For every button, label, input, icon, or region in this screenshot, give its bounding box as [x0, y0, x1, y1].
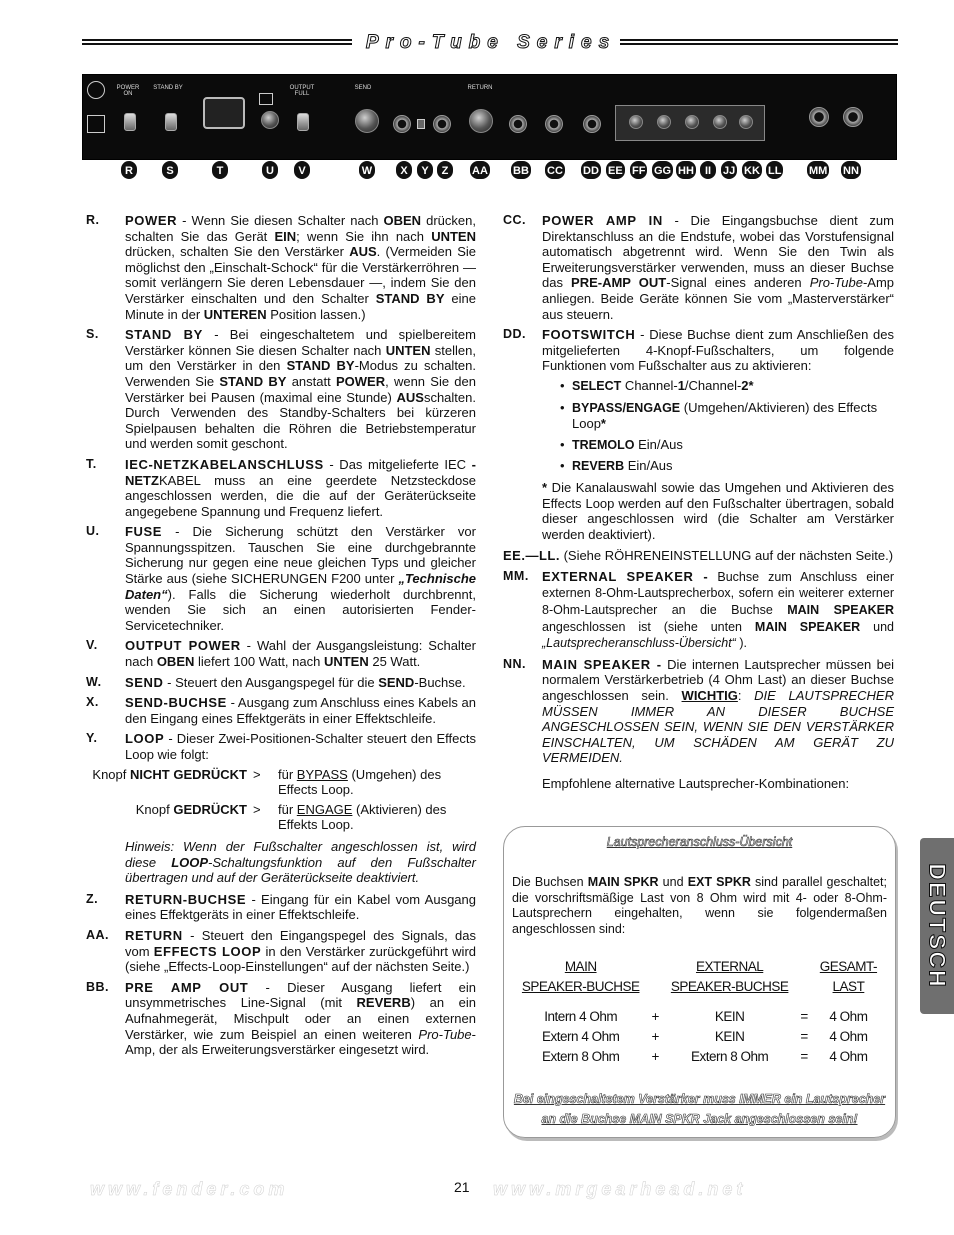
entry-text: - Wenn Sie diesen Schalter nach	[177, 213, 384, 228]
entry-text: - Steuert den Eingangspegel des Signals, das vom	[125, 927, 476, 959]
entry-heading: IEC-NETZKABELANSCHLUSS	[125, 456, 324, 472]
badge-bb: BB	[510, 160, 532, 180]
entry-w-send	[86, 675, 476, 691]
page-number: 21	[454, 1179, 470, 1195]
list-item-bold: BYPASS/ENGAGE	[572, 400, 681, 415]
list-item-text: Ein/Aus	[634, 436, 683, 452]
warning-line: Bei eingeschaltetem Verstärker muss IMMER ein Lautsprecher	[513, 1092, 886, 1106]
bias-trim-4	[713, 115, 727, 129]
badge-y: Y	[416, 160, 434, 180]
list-item-text: (Umgehen/Aktivieren) des Effects Loop	[572, 399, 878, 432]
badge-w: W	[358, 160, 376, 180]
entry-bold: SEND	[378, 674, 415, 690]
cell-equals: =	[800, 1029, 808, 1044]
entry-mm-external-speaker	[503, 569, 894, 652]
entry-dd-footswitch	[503, 327, 894, 374]
output-switch-label: OUTPUT FULL	[289, 85, 315, 97]
list-item-text: /Channel-	[684, 377, 742, 393]
entry-aa-return	[86, 928, 476, 975]
header-main-speaker	[516, 955, 646, 999]
cell-plus: +	[651, 1029, 659, 1044]
table-row	[516, 1047, 883, 1067]
speaker-box-title: Lautsprecheranschluss-Übersicht	[606, 835, 793, 849]
list-item-bold: *	[600, 416, 606, 432]
entry-key: Z.	[86, 891, 99, 906]
list-item-bold: REVERB	[572, 459, 625, 474]
entry-italic: Pro-Tube	[418, 1026, 472, 1042]
desc-bold: EXT SPKR	[687, 875, 751, 889]
standby-switch	[165, 113, 177, 131]
note-bold: LOOP	[171, 854, 209, 870]
power-amp-in-jack	[545, 115, 563, 133]
entry-ee-ll	[503, 548, 894, 564]
footswitch-jack	[583, 115, 601, 133]
table-row	[516, 1007, 883, 1027]
entry-body	[125, 213, 476, 322]
cell-ext: KEIN	[714, 1029, 745, 1044]
entry-r-power	[86, 213, 476, 322]
series-header	[82, 32, 898, 52]
loop-footswitch-note	[125, 839, 476, 886]
bias-trim-2	[657, 115, 671, 129]
entry-italic: Pro-Tube	[809, 275, 863, 291]
cell-main: Intern 4 Ohm	[544, 1009, 618, 1024]
entry-text: - Dieser Zwei-Positionen-Schalter steuert den Effects Loop wie folgt:	[125, 731, 476, 762]
entry-text: drücken, schalten Sie den Verstärker	[125, 244, 350, 260]
entry-v-output-power	[86, 638, 476, 669]
return-knob-label: RETURN	[467, 85, 493, 91]
entry-text: -Modus zu schalten. Verwenden Sie	[125, 358, 477, 389]
entry-body	[125, 638, 476, 669]
badge-u: U	[261, 160, 279, 180]
entry-heading: POWER AMP IN	[542, 213, 663, 228]
entry-bold-underline: WICHTIG	[681, 688, 738, 704]
entry-text: drücken, schalten Sie das Gerät	[125, 213, 476, 244]
entry-heading: SEND	[125, 674, 164, 690]
entry-body	[125, 731, 476, 762]
badge-jj: JJ	[720, 160, 738, 180]
ul-logo-icon	[87, 81, 105, 99]
entry-text: stellen, um den Verstärker in den	[125, 342, 476, 374]
alternative-combinations-label: Empfohlene alternative Lautsprecher-Kombinationen:	[542, 776, 850, 791]
header-rule-left	[82, 39, 352, 45]
header-spacer	[794, 955, 813, 999]
loop-row-key	[86, 802, 253, 833]
send-knob-label: SEND	[354, 85, 372, 91]
entry-bold: OBEN	[156, 654, 195, 670]
entry-body	[125, 457, 476, 519]
entry-text: liefert 100 Watt, nach	[194, 654, 324, 670]
entry-text: ) an ein Aufnahmegerät, Mischpult oder an einen externen Verstärker, wie zum Beispiel an einen weiteren	[125, 995, 476, 1042]
entry-key: NN.	[503, 656, 527, 671]
header-line: LAST	[832, 979, 865, 994]
loop-row-value-suffix: (Umgehen) des Effects Loop.	[278, 766, 442, 798]
entry-bold: POWER	[335, 373, 386, 389]
header-line: MAIN	[564, 959, 597, 974]
footer-url-fender: www.fender.com	[90, 1179, 289, 1199]
badge-ll: LL	[765, 160, 784, 180]
cell-main: Extern 4 Ohm	[542, 1029, 620, 1044]
entry-body	[503, 548, 894, 564]
header-total-load	[814, 955, 883, 999]
entry-italic: „Lautsprecheranschluss-Übersicht“	[542, 636, 736, 651]
entry-text: Die internen Lautsprecher müssen bei normalem Verstärkerbetrieb (4 Ohm Last) an dieser Buchse angeschlossen sein.	[542, 656, 894, 704]
entry-text: :	[737, 688, 755, 704]
entry-text: , wenn Sie den Verstärker bei Pausen (maximal eine Stunde)	[125, 373, 476, 405]
entry-text: - Steuert den Ausgangspegel für die	[163, 674, 379, 690]
entry-heading: PRE AMP OUT	[125, 979, 249, 995]
badge-z: Z	[436, 160, 454, 180]
badge-ee: EE	[605, 160, 626, 180]
loop-row-value-underline: ENGAGE	[296, 801, 353, 817]
entry-bold: EFFECTS LOOP	[153, 943, 262, 959]
left-column	[86, 213, 476, 1063]
entry-text: KABEL muss an eine geerdete Netzsteckdose angeschlossen werden, die die auf der Geräterückseite angegebene Spannung und Frequenz liefert.	[125, 472, 476, 519]
entry-text: - Ausgang zum Anschluss eines Kabels an den Eingang eines Effektgeräts in einer Effektschleife.	[125, 695, 476, 726]
cell-equals: =	[800, 1049, 808, 1064]
bias-trim-3	[685, 115, 699, 129]
entry-bold: STAND BY	[375, 290, 445, 306]
entry-body	[542, 327, 894, 374]
table-header-row	[516, 955, 883, 999]
language-tab	[920, 838, 954, 1014]
desc-text: sind parallel geschaltet; die vorschriftsmäßige Last von 8 Ohm wird mit 4- oder 8-Ohm-Lautsprechern eingehalten, wenn sie folgendermaßen angeschlossen sind:	[512, 875, 887, 936]
cell-total: 4 Ohm	[829, 1029, 868, 1044]
entry-u-fuse	[86, 524, 476, 633]
loop-row-key-prefix: Knopf	[135, 801, 174, 817]
badge-v: V	[293, 160, 311, 180]
entry-body	[542, 213, 894, 322]
entry-body	[125, 892, 476, 923]
badge-t: T	[211, 160, 229, 180]
note-text: -Schaltungsfunktion auf den Fußschalter übertragen und auf der Geräterückseite deaktiviert.	[125, 854, 476, 886]
header-line: GESAMT-	[819, 959, 878, 974]
badge-kk: KK	[741, 160, 763, 180]
list-item	[572, 400, 894, 432]
entry-text: - Das mitgelieferte IEC	[323, 456, 472, 472]
entry-bold: -NETZ	[125, 456, 476, 488]
entry-heading: FOOTSWITCH	[542, 327, 636, 343]
entry-bold: UNTEREN	[203, 306, 267, 322]
entry-text: - Diese Buchse dient zum Anschließen des mitgelieferten 4-Knopf-Fußschalters, um folgende Funktionen vom Fußschalter aus zu aktivieren:	[542, 327, 894, 374]
entry-text: - Wahl der Ausgangsleistung: Schalter nach	[125, 638, 476, 670]
entry-key: V.	[86, 638, 98, 653]
entry-heading: RETURN	[125, 927, 183, 943]
cell-equals: =	[800, 1009, 808, 1024]
speaker-warning	[512, 1089, 887, 1129]
cell-plus: +	[651, 1049, 659, 1064]
entry-bold: UNTEN	[323, 654, 369, 670]
cell-ext: KEIN	[714, 1009, 745, 1024]
list-item-text: Ein/Aus	[624, 458, 673, 474]
fuse-holder	[261, 111, 279, 129]
entry-text: und	[860, 619, 894, 634]
standby-switch-label: STAND BY	[153, 85, 183, 91]
entry-heading: OUTPUT POWER	[125, 638, 241, 654]
entry-bold: STAND BY	[286, 358, 355, 374]
badge-r: R	[120, 160, 138, 180]
entry-text: . (Vermeiden Sie möglichst den „Einschalt-Schock“ für die Verstärkerröhren — somit verlängern Sie deren Lebensdauer —, indem Sie den Verstärker einschalten und den Schalter	[125, 244, 476, 306]
send-knob	[355, 109, 379, 133]
return-knob	[469, 109, 493, 133]
entry-bold: PRE-AMP OUT	[571, 275, 667, 291]
language-tab-label: DEUTSCH	[924, 863, 951, 989]
loop-row-value-prefix: für	[278, 766, 297, 782]
entry-bold: MAIN SPEAKER	[787, 603, 895, 618]
table-row	[516, 1027, 883, 1047]
header-line: SPEAKER-BUCHSE	[521, 979, 640, 994]
cell-ext: Extern 8 Ohm	[690, 1049, 769, 1064]
badge-mm: MM	[806, 160, 830, 180]
loop-row-key-bold: NICHT GEDRÜCKT	[130, 766, 247, 782]
header-line: EXTERNAL	[695, 959, 764, 974]
entry-text: eine Minute in der	[125, 290, 477, 322]
footer-url-mrgearhead: www.mrgearhead.net	[493, 1179, 747, 1199]
badge-aa: AA	[469, 160, 491, 180]
note-text: Die Kanalauswahl sowie das Umgehen und Aktivieren des Effects Loop werden auf den Fußschalter übertragen, sobald dieser angeschlossen wird (die Schalter am Verstärker werden deaktiviert).	[542, 479, 894, 542]
entry-text: ; wenn Sie ihn nach	[296, 228, 432, 244]
entry-bold: AUS	[349, 244, 377, 260]
note-text: Hinweis: Wenn der Fußschalter angeschlossen ist, wird diese	[125, 838, 476, 870]
entry-key: MM.	[503, 568, 529, 583]
footswitch-note	[542, 480, 894, 542]
entry-body	[125, 928, 476, 975]
entry-italic: „Technische Daten“	[125, 571, 476, 602]
warning-label-icon	[259, 93, 273, 105]
entry-text: - Bei eingeschaltetem und spielbereitem Verstärker können Sie diesen Schalter nach	[125, 327, 476, 358]
entry-heading: POWER	[125, 213, 178, 228]
entry-heading: STAND BY	[125, 327, 203, 343]
entry-cc-power-amp-in	[503, 213, 894, 322]
header-spacer	[645, 955, 664, 999]
entry-text: in den Verstärker zurückgeführt wird (siehe „Effects-Loop-Einstellungen“ auf der nächsten Seite.)	[125, 943, 476, 975]
entry-key: U.	[86, 524, 100, 539]
loop-row-arrow: >	[253, 766, 261, 782]
send-jack	[393, 115, 411, 133]
entry-heading: EXTERNAL SPEAKER -	[542, 568, 709, 584]
entry-body	[125, 695, 476, 726]
cell-plus: +	[651, 1009, 659, 1024]
desc-bold: MAIN SPKR	[587, 875, 659, 889]
iec-power-socket	[203, 97, 245, 129]
entry-key: S.	[86, 327, 99, 342]
entry-bold: REVERB	[356, 995, 411, 1011]
entry-body	[125, 980, 476, 1058]
loop-row-value-underline: BYPASS	[296, 766, 348, 782]
cell-main: Extern 8 Ohm	[542, 1049, 620, 1064]
entry-text: -Signal eines anderen	[666, 275, 810, 291]
header-rule-right	[620, 39, 898, 45]
loop-row-key-bold: GEDRÜCKT	[173, 801, 247, 817]
entry-text: angeschlossen ist (siehe unten	[542, 619, 755, 634]
entry-key: BB.	[86, 979, 110, 994]
speaker-combination-table	[516, 955, 883, 1067]
entry-z-return-jack	[86, 892, 476, 923]
entry-text: Position lassen.)	[266, 306, 366, 322]
return-jack	[433, 115, 451, 133]
entry-text: 25 Watt.	[368, 654, 421, 670]
entry-text: -Buchse.	[414, 674, 466, 690]
entry-key: T.	[86, 456, 97, 471]
entry-x-send-jack	[86, 695, 476, 726]
note-bold: *	[542, 479, 548, 495]
entry-key: EE.—LL.	[503, 548, 560, 564]
speaker-connection-box	[503, 826, 896, 1138]
main-speaker-jack	[843, 107, 863, 127]
entry-text: ). Falls die Sicherung wiederholt durchbrennt, wenden Sie sich an einen autorisierten Fender-Servicetechniker.	[125, 586, 476, 633]
series-title: Pro-Tube Series	[365, 32, 617, 53]
entry-body	[125, 327, 476, 452]
entry-heading: SEND-BUCHSE	[125, 695, 227, 711]
entry-text: ).	[735, 636, 747, 651]
amp-rear-panel	[82, 74, 897, 160]
ce-logo-icon	[87, 115, 105, 133]
list-item-bold: 2*	[741, 377, 754, 393]
entry-key: X.	[86, 695, 99, 710]
list-item-bold: TREMOLO	[572, 437, 635, 452]
entry-body	[542, 569, 894, 652]
entry-bold: MAIN SPEAKER	[754, 619, 861, 634]
loop-row-not-pressed	[86, 767, 476, 798]
entry-text: - Die Eingangsbuchse dient zum Direktanschluss an die Endstufe, wobei das Vorstufensignal automatisch abgetrennt wird. Wenn Sie den Twin als Erweiterungsverstärker verwenden, muss an dieser Buchse das	[542, 213, 894, 291]
entry-y-loop	[86, 731, 476, 762]
entry-s-standby	[86, 327, 476, 452]
entry-nn-main-speaker	[503, 657, 894, 766]
list-item	[572, 378, 894, 395]
entry-text: - Die Sicherung schützt den Verstärker vor Spannungsspitzen. Tauschen Sie eine durchgebrannte Sicherung nur gegen eine neue gleichen Typs und gleicher Stärke aus (siehe SICHERUNGEN F200 unter	[125, 524, 476, 587]
entry-key: AA.	[86, 927, 110, 942]
badge-ff: FF	[629, 160, 648, 180]
external-speaker-jack	[809, 107, 829, 127]
list-item	[572, 458, 894, 475]
loop-row-key-prefix: Knopf	[92, 766, 130, 782]
entry-bold: UNTEN	[385, 342, 431, 358]
loop-row-value-prefix: für	[278, 801, 297, 817]
power-switch-label: POWER ON	[116, 85, 140, 97]
entry-body	[125, 524, 476, 633]
list-item-bold: SELECT	[572, 378, 622, 393]
entry-heading: LOOP	[125, 731, 165, 747]
entry-key: Y.	[86, 731, 98, 746]
badge-hh: HH	[675, 160, 697, 180]
entry-italic: DIE LAUTSPRECHER MÜSSEN IMMER AN DIESER BUCHSE ANGESCHLOSSEN SEIN, WENN SIE DEN VERSTÄRKER EINSCHALTEN, UM SCHÄDEN AM GERÄT ZU VERMEIDEN.	[542, 688, 894, 766]
loop-row-arrow: >	[253, 801, 261, 817]
list-item-bold: 1	[677, 377, 685, 393]
list-item-text: Channel-	[621, 377, 678, 393]
right-column	[503, 213, 894, 792]
entry-heading: MAIN SPEAKER -	[542, 656, 662, 672]
badge-gg: GG	[651, 160, 674, 180]
loop-row-key	[86, 767, 253, 798]
entry-text: - Dieser Ausgang liefert ein unsymmetrisches Line-Signal (mit	[125, 979, 477, 1011]
badge-nn: NN	[840, 160, 862, 180]
entry-bold: UNTEN	[431, 228, 476, 244]
cell-total: 4 Ohm	[829, 1049, 868, 1064]
entry-text: Buchse zum Anschluss einer externen 8-Ohm-Lautsprecherbox, sofern ein weiterer externer 8-Ohm-Lautsprecher an die Buchse	[542, 569, 894, 618]
table-gap	[516, 999, 883, 1007]
power-switch	[124, 113, 136, 131]
footswitch-function-list	[572, 378, 894, 475]
bias-trim-5	[739, 115, 753, 129]
entry-key: CC.	[503, 213, 527, 227]
entry-bold: EIN	[274, 228, 297, 244]
header-line: SPEAKER-BUCHSE	[670, 979, 789, 994]
badge-ii: II	[699, 160, 717, 180]
entry-t-iec	[86, 457, 476, 519]
entry-body	[542, 657, 894, 766]
page-footer	[90, 1177, 890, 1199]
loop-button	[417, 119, 425, 129]
bias-trim-1	[629, 115, 643, 129]
badge-dd: DD	[580, 160, 602, 180]
entry-text: - Eingang für ein Kabel vom Ausgang eines Effektgeräts in einer Effektschleife.	[125, 891, 476, 923]
loop-row-value-suffix: (Aktivieren) des Effekts Loop.	[278, 801, 447, 833]
badge-cc: CC	[544, 160, 566, 180]
entry-key: W.	[86, 674, 102, 689]
entry-heading: FUSE	[125, 524, 163, 540]
cell-total: 4 Ohm	[829, 1009, 868, 1024]
entry-bold: AUS	[396, 389, 424, 405]
entry-text: anstatt	[286, 373, 336, 389]
loop-row-value	[278, 767, 476, 798]
loop-row-pressed	[86, 802, 476, 833]
output-power-switch	[297, 113, 309, 131]
pre-amp-out-jack	[509, 115, 527, 133]
entry-key: DD.	[503, 327, 527, 342]
entry-text: schalten. Durch Verwenden des Standby-Schalters bei kürzeren Spielpausen behalten die Röhren die Betriebstemperatur und werden somit geschont.	[125, 389, 476, 452]
badge-x: X	[395, 160, 413, 180]
entry-bb-pre-amp-out	[86, 980, 476, 1058]
desc-text: und	[658, 875, 688, 889]
entry-key: R.	[86, 213, 100, 227]
entry-text: -Amp, der als Erweiterungsverstärker eingesetzt wird.	[125, 1026, 476, 1058]
entry-bold: OBEN	[383, 213, 422, 228]
entry-heading: RETURN-BUCHSE	[125, 891, 247, 907]
warning-line: an die Buchse MAIN SPKR Jack angeschlossen sein!	[541, 1112, 858, 1126]
loop-row-value	[278, 802, 476, 833]
header-external-speaker	[665, 955, 795, 999]
speaker-box-description	[512, 875, 887, 937]
entry-text: -Amp anliegen. Beide Geräte können Sie vom „Masterverstärker“ aus steuern.	[542, 275, 894, 322]
entry-bold: STAND BY	[219, 373, 287, 389]
desc-text: Die Buchsen	[512, 875, 588, 889]
entry-body	[125, 675, 476, 691]
entry-text: (Siehe RÖHRENEINSTELLUNG auf der nächsten Seite.)	[559, 548, 894, 564]
list-item	[572, 437, 894, 454]
badge-s: S	[161, 160, 179, 180]
